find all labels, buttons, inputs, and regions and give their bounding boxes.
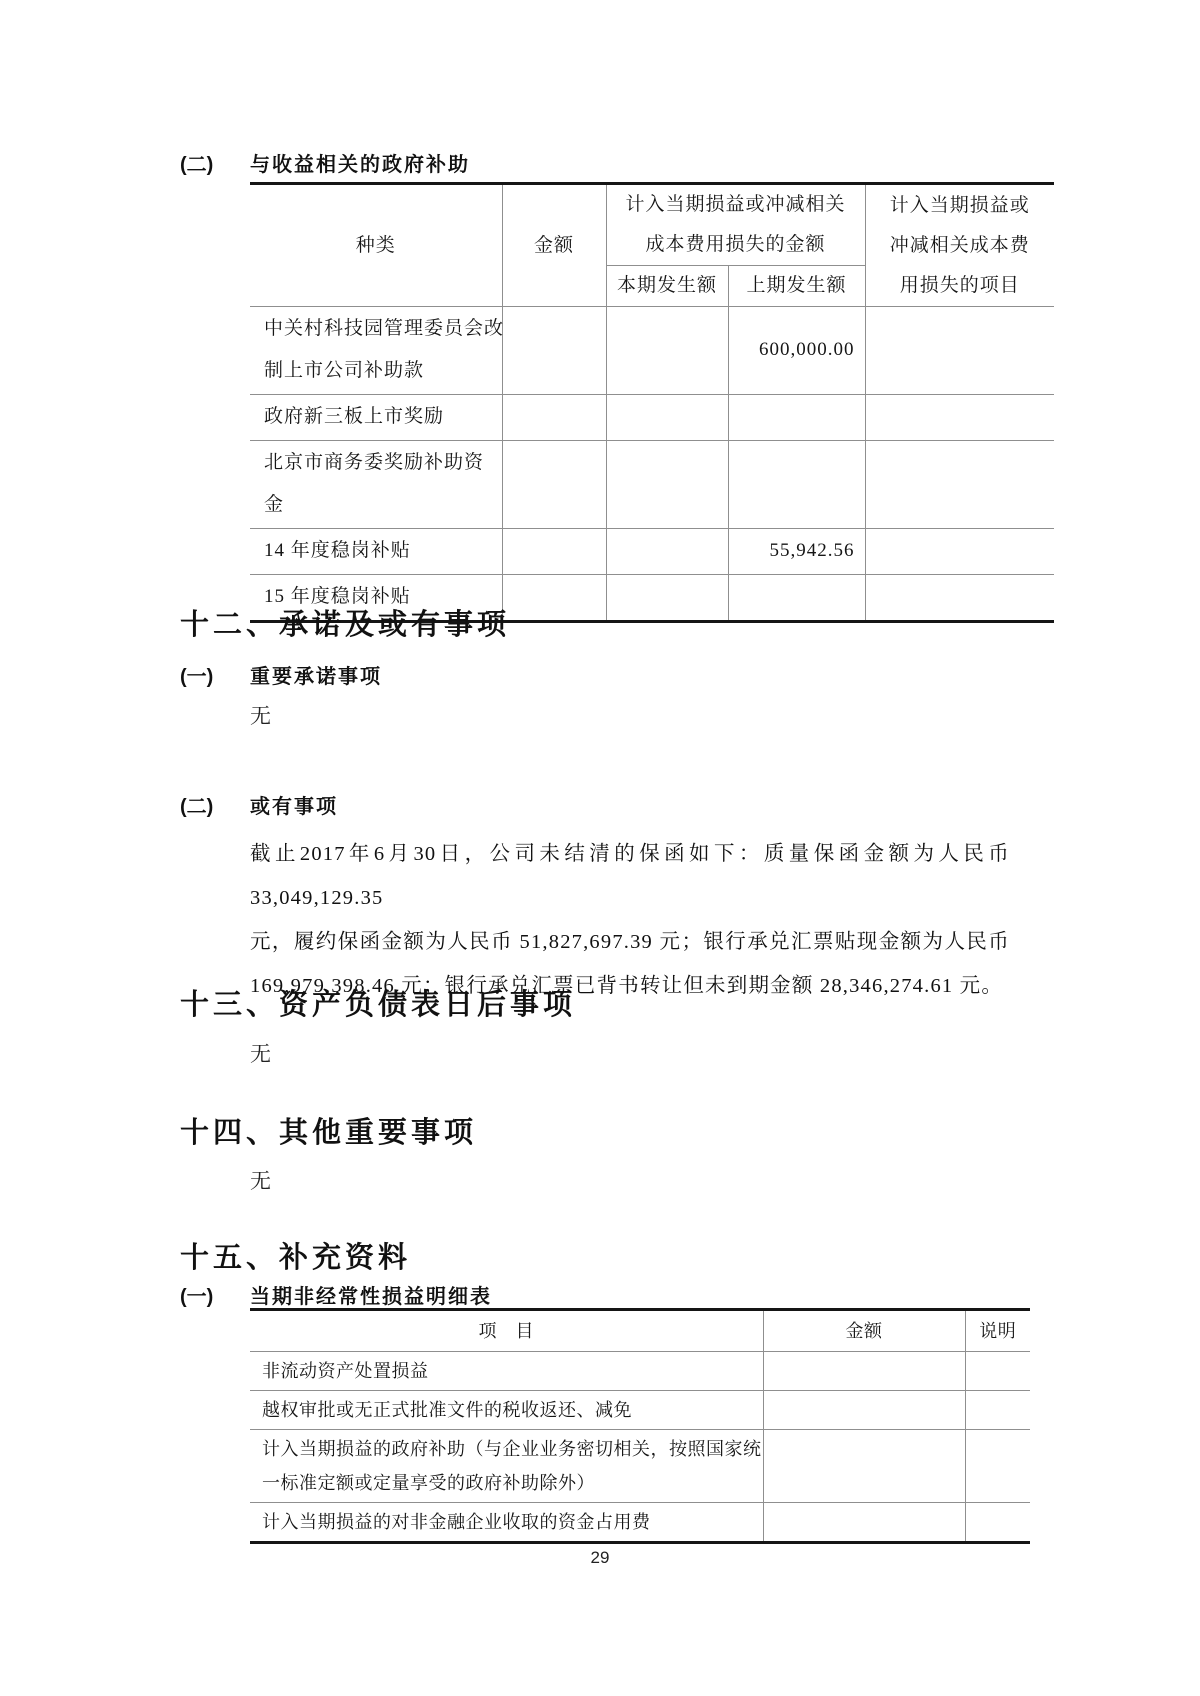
cell-prior [728,395,865,441]
cell-kind-line1: 中关村科技园管理委员会改 [264,318,505,339]
cell-kind: 政府新三板上市奖励 [250,395,502,441]
cell-kind-line2: 制上市公司补助款 [264,360,425,381]
sec15-sub1-title: 当期非经常性损益明细表 [250,1286,492,1308]
table-row [250,1352,1030,1391]
col-header-group-line1: 计入当期损益或冲减相关 [625,194,846,215]
cell-note [965,1352,1030,1391]
cell-note [965,1503,1030,1543]
cell-item [865,441,1054,529]
table-row [250,1391,1030,1430]
cell-kind: 15 年度稳岗补贴 [250,575,502,622]
sec12-sub2-label: (二) [180,796,214,818]
paragraph-line: 元，履约保函金额为人民币 51,827,697.39 元；银行承兑汇票贴现金额为人民币 [250,931,1010,953]
cell-item [865,307,1054,395]
chapter-15-title: 十五、补充资料 [180,1242,412,1274]
table-row [250,395,1054,441]
cell-amount [502,575,606,622]
paragraph-line: 169,979,398.46 元；银行承兑汇票已背书转让但未到期金额 28,346,274.61 元。 [250,975,1004,997]
col-header-note: 说明 [965,1310,1030,1352]
cell-item [865,529,1054,575]
table-row [250,1503,1030,1543]
sec14-body: 无 [250,1169,272,1193]
gov-subsidy-heading-label: (二) [180,154,214,176]
cell-current [606,395,728,441]
cell-kind: 14 年度稳岗补贴 [250,529,502,575]
cell-amount [502,529,606,575]
gov-subsidy-heading [180,148,470,177]
cell-prior [728,441,865,529]
gov-subsidy-heading-title: 与收益相关的政府补助 [250,154,470,176]
table-row [250,1430,1030,1503]
col-header-amount: 金额 [763,1310,965,1352]
cell-prior [728,575,865,622]
cell-item [865,395,1054,441]
table-row [250,529,1054,575]
col-header-current: 本期发生额 [606,266,728,307]
col-header-prior: 上期发生额 [728,266,865,307]
sec12-sub2-heading [180,790,338,819]
cell-item [250,1430,763,1503]
sec15-sub1-label: (一) [180,1286,214,1308]
cell-note [965,1391,1030,1430]
cell-amount [763,1352,965,1391]
sec12-sub1-label: (一) [180,666,214,688]
cell-amount [502,395,606,441]
non-recurring-items-table [250,1308,1030,1544]
table-header-row [250,1310,1030,1352]
cell-amount [763,1391,965,1430]
chapter-12-title: 十二、承诺及或有事项 [180,609,511,641]
col-header-group-line2: 成本费用损失的金额 [645,234,826,255]
cell-current [606,307,728,395]
cell-amount [763,1503,965,1543]
sec13-body: 无 [250,1042,272,1066]
col-header-item-line1: 计入当期损益或 [889,194,1030,216]
cell-note [965,1430,1030,1503]
paragraph-line: 截止2017年6月30日，公司未结清的保函如下：质量保函金额为人民币33,049,129.35 [250,843,1010,909]
sec12-sub1-title: 重要承诺事项 [250,666,382,688]
cell-current [606,575,728,622]
col-header-item-line2: 冲减相关成本费 [889,234,1030,256]
cell-kind [250,307,505,395]
table-row [250,307,1054,395]
cell-item: 计入当期损益的对非金融企业收取的资金占用费 [250,1503,763,1543]
cell-amount [502,441,606,529]
cell-item [865,575,1054,622]
cell-amount [502,307,606,395]
sec15-sub1-heading [180,1280,492,1309]
table-header-row [250,184,1054,266]
page-number: 29 [590,1548,610,1567]
chapter-13-title: 十三、资产负债表日后事项 [180,989,577,1021]
cell-item: 越权审批或无正式批准文件的税收返还、减免 [250,1391,763,1430]
col-header-item: 项 目 [250,1310,763,1352]
col-header-amount: 金额 [502,184,606,307]
gov-subsidy-table [250,182,1054,623]
cell-prior: 600,000.00 [728,307,865,395]
sec12-sub1-heading [180,660,382,689]
cell-current [606,529,728,575]
cell-item-line2: 一标准定额或定量享受的政府补助除外） [262,1473,595,1493]
table-row [250,441,1054,529]
col-header-item [865,184,1054,307]
cell-item-line1: 计入当期损益的政府补助（与企业业务密切相关，按照国家统 [262,1439,762,1459]
col-header-kind: 种类 [250,184,502,307]
cell-item: 非流动资产处置损益 [250,1352,763,1391]
cell-current [606,441,728,529]
sec12-sub2-title: 或有事项 [250,796,338,818]
cell-kind: 北京市商务委奖励补助资金 [250,441,502,529]
cell-prior: 55,942.56 [728,529,865,575]
chapter-14-title: 十四、其他重要事项 [180,1117,478,1149]
sec12-sub1-body: 无 [250,704,272,728]
col-header-item-line3: 用损失的项目 [899,274,1020,296]
col-header-group [606,184,865,266]
cell-amount [763,1430,965,1503]
